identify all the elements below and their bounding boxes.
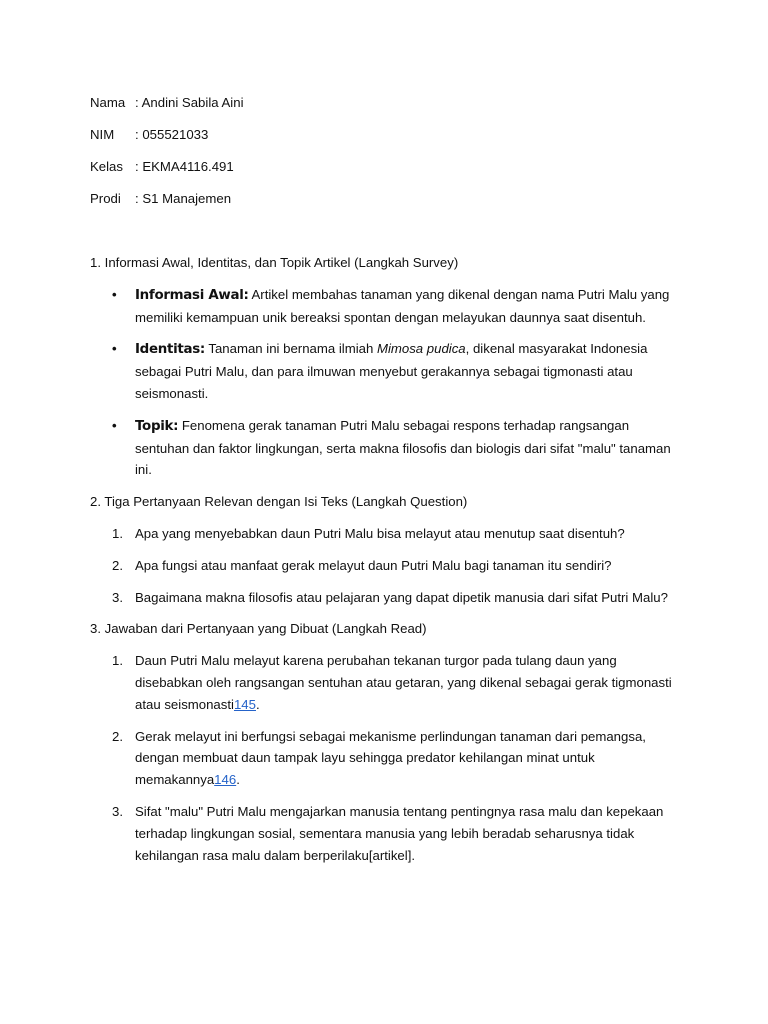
item-text: Daun Putri Malu melayut karena perubahan tekanan turgor pada tulang daun yang disebabkan oleh rangsangan sentuhan atau getaran, yang dikenal sebagai gerak tigmonasti atau seismonasti xyxy=(135,653,672,712)
info-label: Nama xyxy=(90,95,126,110)
footnote-link[interactable]: 145 xyxy=(233,696,256,712)
item-text: Tanaman ini bernama ilmiah xyxy=(204,341,377,357)
info-value: : S1 Manajemen xyxy=(135,191,232,206)
list-item xyxy=(90,338,680,404)
section-heading-survey: 1. Informasi Awal, Identitas, dan Topik Artikel (Langkah Survey) xyxy=(90,255,459,270)
footnote-link[interactable]: 146 xyxy=(214,772,237,788)
answer-list xyxy=(90,650,680,866)
item-number: 3. xyxy=(112,589,123,605)
info-label: Prodi xyxy=(90,191,121,206)
question-list xyxy=(90,523,680,608)
document-body xyxy=(90,252,680,876)
item-text: Gerak melayut ini berfungsi sebagai mekanisme perlindungan tanaman dari pemangsa, dengan membuat daun tampak layu sehingga predator kehilangan minat untuk memakannya xyxy=(135,728,646,788)
item-text: Apa yang menyebabkan daun Putri Malu bisa melayut atau menutup saat disentuh? xyxy=(135,525,625,541)
list-item xyxy=(90,801,680,866)
item-text: Fenomena gerak tanaman Putri Malu sebagai respons terhadap rangsangan sentuhan dan faktor lingkungan, serta makna filosofis dan biologis dari sifat "malu" tanaman ini. xyxy=(135,417,671,478)
section-heading-read: 3. Jawaban dari Pertanyaan yang Dibuat (Langkah Read) xyxy=(90,621,427,637)
item-number: 2. xyxy=(112,557,123,573)
info-value: : 055521033 xyxy=(135,127,209,142)
info-row-kelas xyxy=(90,156,244,188)
item-number: 1. xyxy=(112,653,123,669)
list-item xyxy=(90,555,680,577)
list-item xyxy=(90,587,680,609)
item-number: 3. xyxy=(112,803,123,819)
item-term: Topik: xyxy=(135,418,179,434)
item-text: , dikenal masyarakat Indonesia sebagai Putri Malu, dan para ilmuwan menyebut gerakannya sebagai tigmonasti atau seismonasti. xyxy=(135,341,648,401)
list-item xyxy=(90,415,680,481)
item-text: Artikel membahas tanaman yang dikenal dengan nama Putri Malu yang memiliki kemampuan unik bereaksi spontan dengan melayukan daunnya saat disentuh. xyxy=(135,286,670,325)
info-row-nim xyxy=(90,124,244,156)
item-tail: . xyxy=(255,696,260,712)
section-heading-question: 2. Tiga Pertanyaan Relevan dengan Isi Teks (Langkah Question) xyxy=(90,494,468,510)
item-term: Informasi Awal: xyxy=(135,287,249,303)
item-text: Bagaimana makna filosofis atau pelajaran yang dapat dipetik manusia dari sifat Putri Malu? xyxy=(135,589,668,605)
list-item xyxy=(90,726,680,791)
list-item xyxy=(90,523,680,545)
item-term: Identitas: xyxy=(135,342,205,358)
list-item xyxy=(90,650,680,715)
info-value: : EKMA4116.491 xyxy=(135,159,234,174)
scientific-name: Mimosa pudica xyxy=(376,341,466,357)
student-info xyxy=(90,92,244,220)
info-label: NIM xyxy=(90,127,115,142)
list-item xyxy=(90,284,680,329)
info-row-prodi xyxy=(90,188,244,220)
item-text: Sifat "malu" Putri Malu mengajarkan manusia tentang pentingnya rasa malu dan kepekaan terhadap lingkungan sosial, sementara manusia yang lebih beradab seharusnya tidak kehilangan rasa malu dalam berperilaku[artikel]. xyxy=(135,803,664,863)
item-tail: . xyxy=(236,772,240,788)
survey-list xyxy=(90,284,680,481)
item-number: 1. xyxy=(112,525,123,541)
item-text: Apa fungsi atau manfaat gerak melayut daun Putri Malu bagi tanaman itu sendiri? xyxy=(135,557,612,573)
info-row-nama xyxy=(90,92,244,124)
item-number: 2. xyxy=(112,728,123,744)
info-label: Kelas xyxy=(90,159,123,174)
info-value: : Andini Sabila Aini xyxy=(135,95,244,110)
